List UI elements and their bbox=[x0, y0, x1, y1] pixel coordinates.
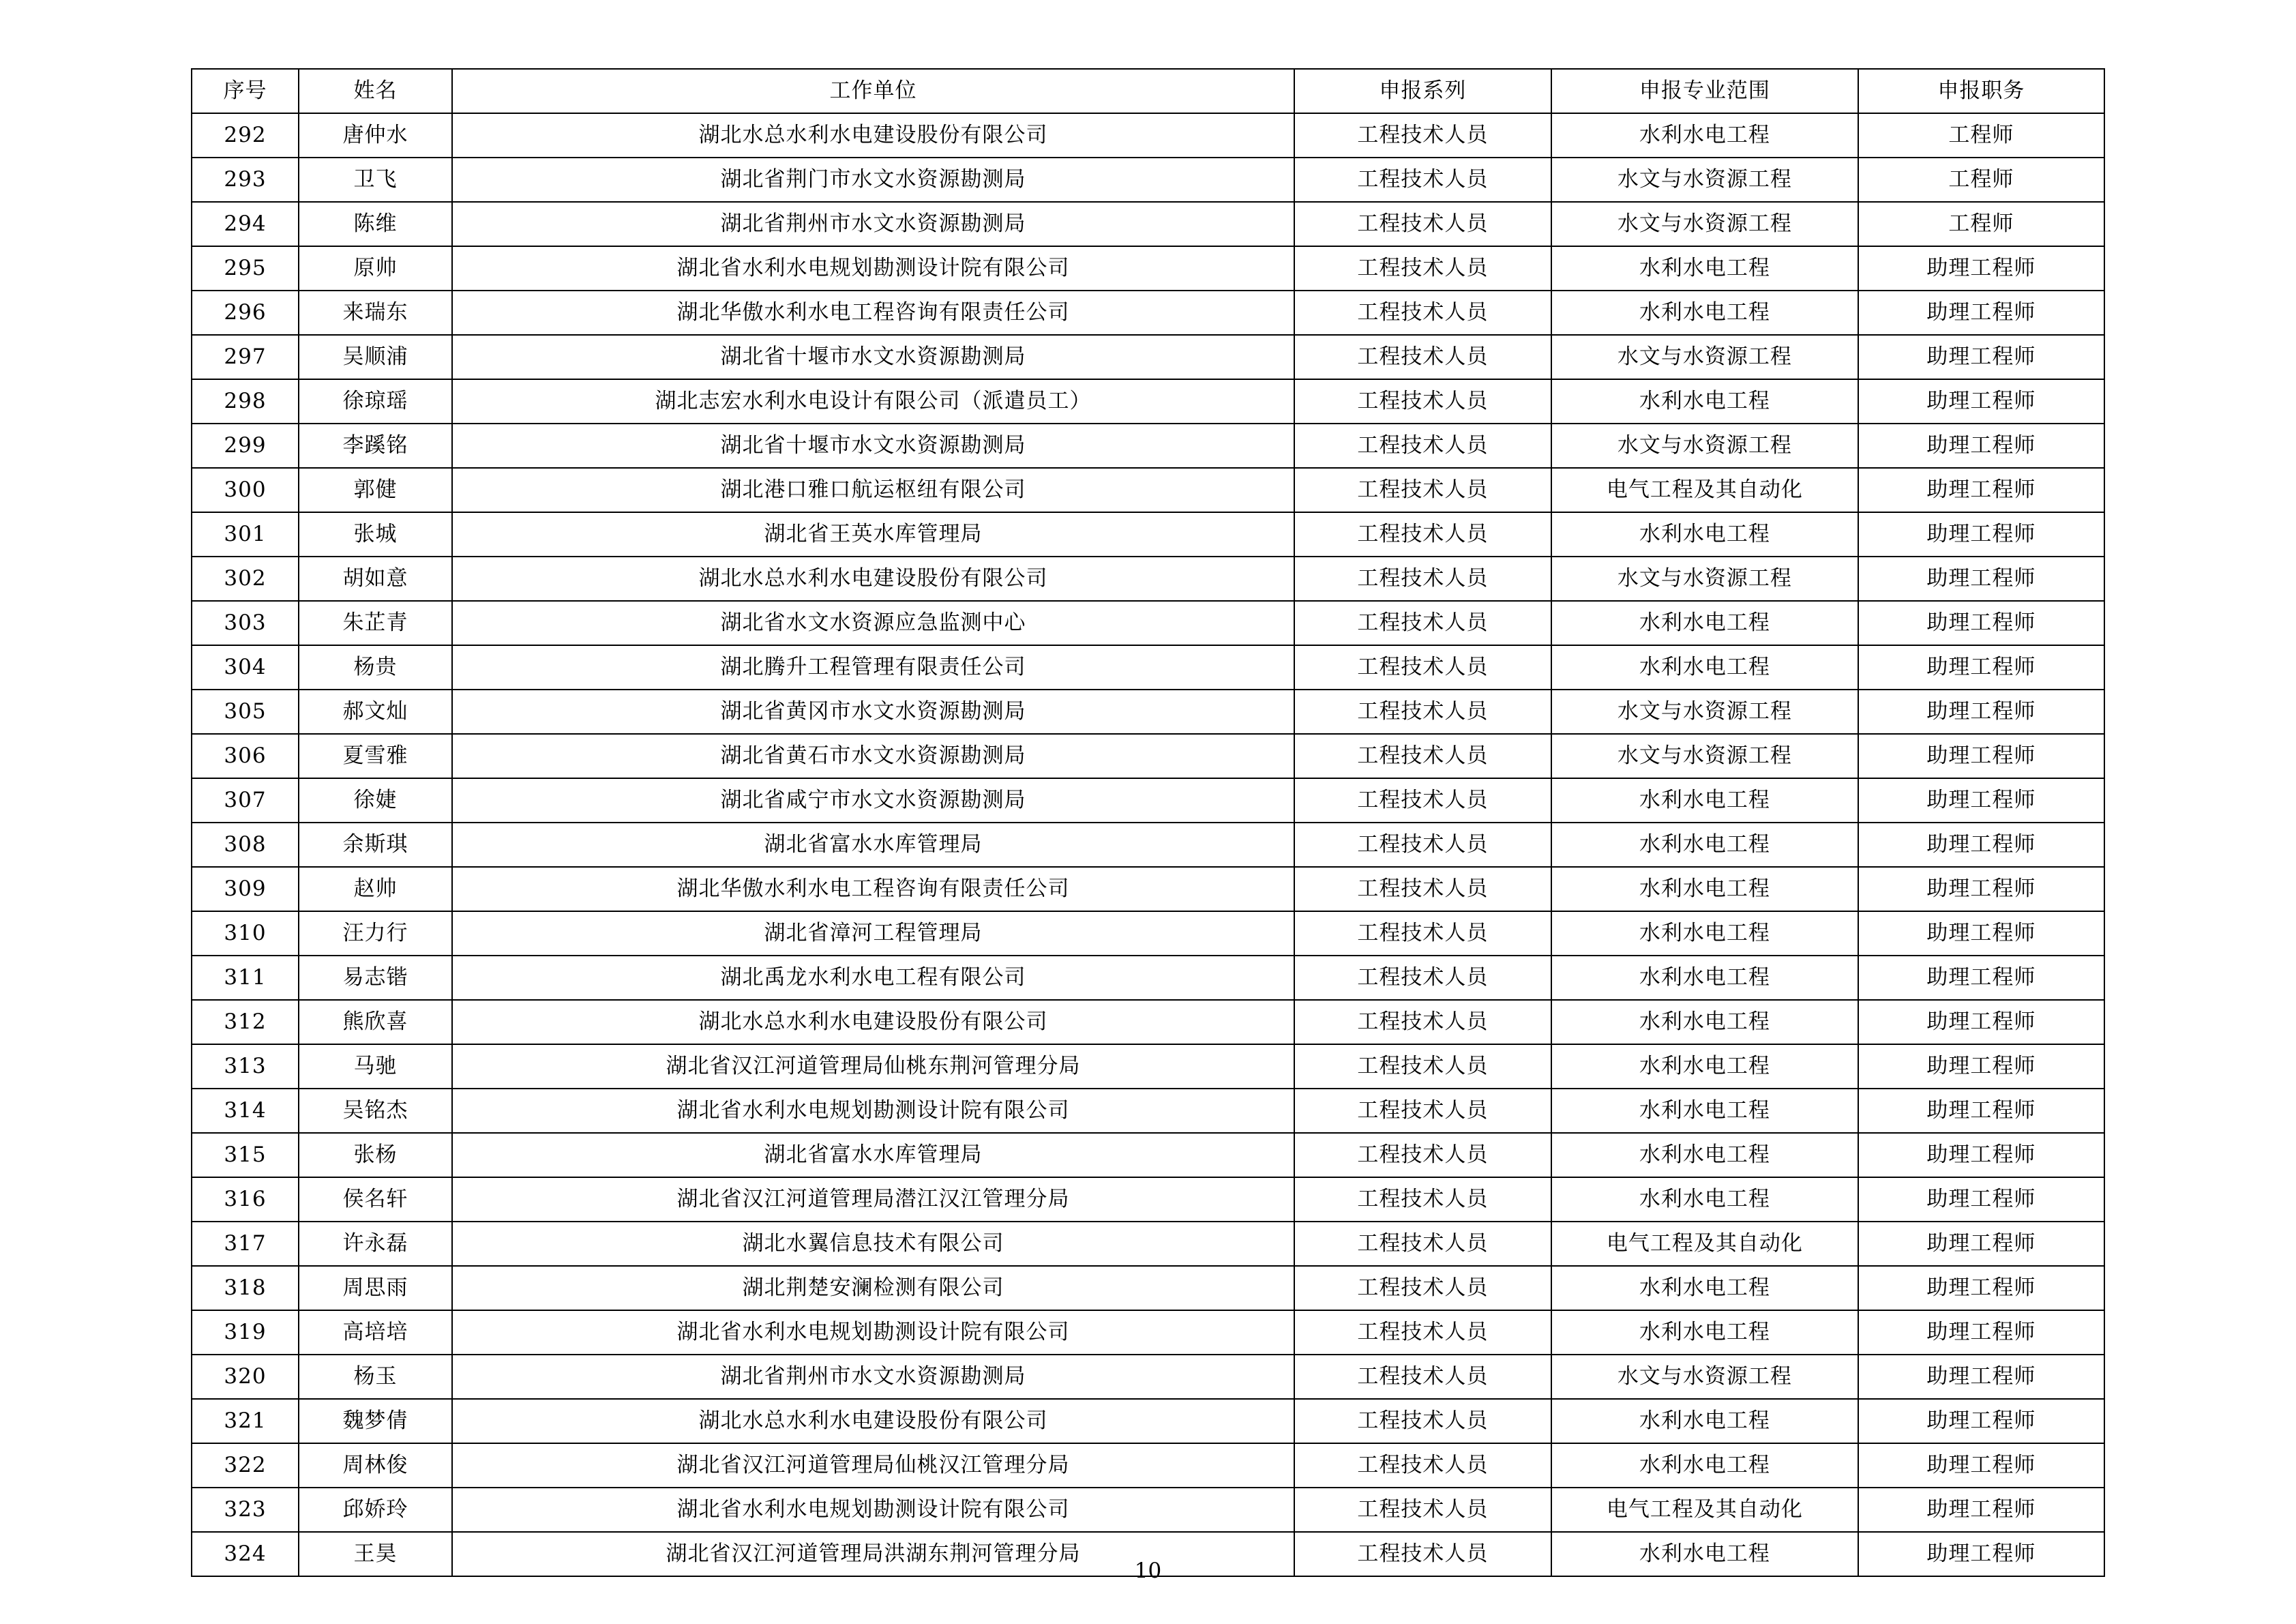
cell-organization: 湖北省荆门市水文水资源勘测局 bbox=[452, 158, 1294, 202]
cell-major: 水利水电工程 bbox=[1551, 1532, 1858, 1576]
cell-series: 工程技术人员 bbox=[1294, 956, 1551, 1000]
cell-organization: 湖北省荆州市水文水资源勘测局 bbox=[452, 1355, 1294, 1399]
cell-organization: 湖北省水利水电规划勘测设计院有限公司 bbox=[452, 1310, 1294, 1355]
cell-title: 工程师 bbox=[1858, 202, 2104, 246]
table-row bbox=[192, 1222, 2104, 1266]
cell-name: 朱芷青 bbox=[299, 601, 452, 645]
table-row bbox=[192, 1044, 2104, 1089]
cell-title: 助理工程师 bbox=[1858, 956, 2104, 1000]
table-row bbox=[192, 291, 2104, 335]
cell-name: 李蹊铭 bbox=[299, 424, 452, 468]
cell-name: 徐琼瑶 bbox=[299, 379, 452, 424]
cell-series: 工程技术人员 bbox=[1294, 335, 1551, 379]
cell-major: 水利水电工程 bbox=[1551, 1044, 1858, 1089]
table-row bbox=[192, 158, 2104, 202]
cell-series: 工程技术人员 bbox=[1294, 823, 1551, 867]
cell-series: 工程技术人员 bbox=[1294, 1000, 1551, 1044]
cell-series: 工程技术人员 bbox=[1294, 1310, 1551, 1355]
cell-sequence: 295 bbox=[192, 246, 299, 291]
table-row bbox=[192, 956, 2104, 1000]
cell-name: 高培培 bbox=[299, 1310, 452, 1355]
table-row bbox=[192, 734, 2104, 778]
cell-series: 工程技术人员 bbox=[1294, 291, 1551, 335]
table-row bbox=[192, 601, 2104, 645]
cell-series: 工程技术人员 bbox=[1294, 379, 1551, 424]
cell-name: 吴顺浦 bbox=[299, 335, 452, 379]
cell-sequence: 298 bbox=[192, 379, 299, 424]
cell-title: 助理工程师 bbox=[1858, 512, 2104, 557]
cell-sequence: 312 bbox=[192, 1000, 299, 1044]
cell-organization: 湖北水总水利水电建设股份有限公司 bbox=[452, 557, 1294, 601]
cell-organization: 湖北省水利水电规划勘测设计院有限公司 bbox=[452, 1488, 1294, 1532]
table-row bbox=[192, 823, 2104, 867]
table-row bbox=[192, 1177, 2104, 1222]
cell-title: 助理工程师 bbox=[1858, 424, 2104, 468]
cell-name: 徐婕 bbox=[299, 778, 452, 823]
cell-name: 胡如意 bbox=[299, 557, 452, 601]
table-row bbox=[192, 202, 2104, 246]
cell-organization: 湖北省富水水库管理局 bbox=[452, 823, 1294, 867]
cell-title: 工程师 bbox=[1858, 113, 2104, 158]
cell-major: 水利水电工程 bbox=[1551, 1000, 1858, 1044]
table-row bbox=[192, 113, 2104, 158]
cell-major: 水利水电工程 bbox=[1551, 867, 1858, 911]
cell-series: 工程技术人员 bbox=[1294, 468, 1551, 512]
cell-organization: 湖北省漳河工程管理局 bbox=[452, 911, 1294, 956]
cell-series: 工程技术人员 bbox=[1294, 1044, 1551, 1089]
page-number: 10 bbox=[1134, 1559, 1162, 1583]
cell-major: 水利水电工程 bbox=[1551, 1133, 1858, 1177]
cell-name: 张杨 bbox=[299, 1133, 452, 1177]
cell-title: 助理工程师 bbox=[1858, 911, 2104, 956]
cell-sequence: 306 bbox=[192, 734, 299, 778]
cell-series: 工程技术人员 bbox=[1294, 1089, 1551, 1133]
cell-name: 邱娇玲 bbox=[299, 1488, 452, 1532]
cell-series: 工程技术人员 bbox=[1294, 557, 1551, 601]
cell-organization: 湖北华傲水利水电工程咨询有限责任公司 bbox=[452, 867, 1294, 911]
cell-series: 工程技术人员 bbox=[1294, 158, 1551, 202]
cell-major: 水利水电工程 bbox=[1551, 113, 1858, 158]
cell-sequence: 317 bbox=[192, 1222, 299, 1266]
cell-major: 水文与水资源工程 bbox=[1551, 557, 1858, 601]
cell-major: 水利水电工程 bbox=[1551, 1089, 1858, 1133]
cell-major: 水文与水资源工程 bbox=[1551, 202, 1858, 246]
cell-name: 侯名轩 bbox=[299, 1177, 452, 1222]
cell-title: 助理工程师 bbox=[1858, 1399, 2104, 1443]
cell-title: 助理工程师 bbox=[1858, 246, 2104, 291]
table-row bbox=[192, 645, 2104, 690]
cell-organization: 湖北省荆州市水文水资源勘测局 bbox=[452, 202, 1294, 246]
cell-major: 水文与水资源工程 bbox=[1551, 335, 1858, 379]
cell-sequence: 302 bbox=[192, 557, 299, 601]
cell-series: 工程技术人员 bbox=[1294, 1488, 1551, 1532]
cell-organization: 湖北志宏水利水电设计有限公司（派遣员工） bbox=[452, 379, 1294, 424]
cell-title: 助理工程师 bbox=[1858, 1355, 2104, 1399]
applicant-roster-table bbox=[191, 68, 2105, 1577]
cell-sequence: 308 bbox=[192, 823, 299, 867]
cell-title: 助理工程师 bbox=[1858, 823, 2104, 867]
table-row bbox=[192, 1399, 2104, 1443]
table-row bbox=[192, 335, 2104, 379]
cell-series: 工程技术人员 bbox=[1294, 1399, 1551, 1443]
cell-series: 工程技术人员 bbox=[1294, 690, 1551, 734]
cell-series: 工程技术人员 bbox=[1294, 424, 1551, 468]
cell-title: 助理工程师 bbox=[1858, 468, 2104, 512]
cell-sequence: 311 bbox=[192, 956, 299, 1000]
cell-sequence: 309 bbox=[192, 867, 299, 911]
cell-major: 水利水电工程 bbox=[1551, 512, 1858, 557]
cell-major: 水利水电工程 bbox=[1551, 778, 1858, 823]
cell-major: 水文与水资源工程 bbox=[1551, 424, 1858, 468]
cell-major: 水利水电工程 bbox=[1551, 1310, 1858, 1355]
cell-series: 工程技术人员 bbox=[1294, 246, 1551, 291]
cell-major: 水文与水资源工程 bbox=[1551, 734, 1858, 778]
cell-sequence: 300 bbox=[192, 468, 299, 512]
cell-name: 易志锴 bbox=[299, 956, 452, 1000]
cell-name: 周林俊 bbox=[299, 1443, 452, 1488]
cell-name: 卫飞 bbox=[299, 158, 452, 202]
cell-series: 工程技术人员 bbox=[1294, 734, 1551, 778]
cell-organization: 湖北水总水利水电建设股份有限公司 bbox=[452, 1000, 1294, 1044]
cell-title: 助理工程师 bbox=[1858, 1310, 2104, 1355]
column-header-organization: 工作单位 bbox=[452, 69, 1294, 113]
cell-sequence: 318 bbox=[192, 1266, 299, 1310]
cell-sequence: 305 bbox=[192, 690, 299, 734]
cell-title: 助理工程师 bbox=[1858, 645, 2104, 690]
table-row bbox=[192, 246, 2104, 291]
cell-title: 助理工程师 bbox=[1858, 1089, 2104, 1133]
cell-major: 电气工程及其自动化 bbox=[1551, 468, 1858, 512]
table-header-row bbox=[192, 69, 2104, 113]
cell-organization: 湖北省黄冈市水文水资源勘测局 bbox=[452, 690, 1294, 734]
cell-series: 工程技术人员 bbox=[1294, 1133, 1551, 1177]
cell-name: 来瑞东 bbox=[299, 291, 452, 335]
cell-series: 工程技术人员 bbox=[1294, 202, 1551, 246]
cell-title: 助理工程师 bbox=[1858, 1222, 2104, 1266]
cell-major: 水利水电工程 bbox=[1551, 291, 1858, 335]
cell-sequence: 321 bbox=[192, 1399, 299, 1443]
table-row bbox=[192, 911, 2104, 956]
cell-name: 赵帅 bbox=[299, 867, 452, 911]
table-row bbox=[192, 1488, 2104, 1532]
cell-organization: 湖北荆楚安澜检测有限公司 bbox=[452, 1266, 1294, 1310]
cell-sequence: 293 bbox=[192, 158, 299, 202]
cell-series: 工程技术人员 bbox=[1294, 645, 1551, 690]
table-row bbox=[192, 1266, 2104, 1310]
column-header-title: 申报职务 bbox=[1858, 69, 2104, 113]
cell-sequence: 315 bbox=[192, 1133, 299, 1177]
cell-series: 工程技术人员 bbox=[1294, 1222, 1551, 1266]
table-row bbox=[192, 1089, 2104, 1133]
cell-organization: 湖北省十堰市水文水资源勘测局 bbox=[452, 335, 1294, 379]
table-row bbox=[192, 557, 2104, 601]
cell-organization: 湖北省汉江河道管理局仙桃汉江管理分局 bbox=[452, 1443, 1294, 1488]
cell-organization: 湖北省汉江河道管理局潜江汉江管理分局 bbox=[452, 1177, 1294, 1222]
cell-major: 水文与水资源工程 bbox=[1551, 690, 1858, 734]
cell-series: 工程技术人员 bbox=[1294, 512, 1551, 557]
cell-title: 助理工程师 bbox=[1858, 1000, 2104, 1044]
cell-title: 助理工程师 bbox=[1858, 291, 2104, 335]
cell-sequence: 304 bbox=[192, 645, 299, 690]
cell-series: 工程技术人员 bbox=[1294, 601, 1551, 645]
column-header-sequence: 序号 bbox=[192, 69, 299, 113]
cell-title: 助理工程师 bbox=[1858, 601, 2104, 645]
cell-title: 助理工程师 bbox=[1858, 1488, 2104, 1532]
table-row bbox=[192, 867, 2104, 911]
cell-series: 工程技术人员 bbox=[1294, 1177, 1551, 1222]
cell-name: 余斯琪 bbox=[299, 823, 452, 867]
cell-major: 水利水电工程 bbox=[1551, 601, 1858, 645]
cell-major: 水利水电工程 bbox=[1551, 1266, 1858, 1310]
table-row bbox=[192, 778, 2104, 823]
cell-series: 工程技术人员 bbox=[1294, 778, 1551, 823]
cell-sequence: 313 bbox=[192, 1044, 299, 1089]
cell-sequence: 316 bbox=[192, 1177, 299, 1222]
table-row bbox=[192, 1000, 2104, 1044]
cell-title: 助理工程师 bbox=[1858, 335, 2104, 379]
cell-major: 水利水电工程 bbox=[1551, 1399, 1858, 1443]
cell-name: 杨贵 bbox=[299, 645, 452, 690]
cell-sequence: 296 bbox=[192, 291, 299, 335]
cell-name: 原帅 bbox=[299, 246, 452, 291]
cell-sequence: 301 bbox=[192, 512, 299, 557]
cell-sequence: 292 bbox=[192, 113, 299, 158]
cell-title: 助理工程师 bbox=[1858, 690, 2104, 734]
cell-major: 水利水电工程 bbox=[1551, 1177, 1858, 1222]
cell-name: 马驰 bbox=[299, 1044, 452, 1089]
cell-major: 电气工程及其自动化 bbox=[1551, 1488, 1858, 1532]
cell-title: 助理工程师 bbox=[1858, 1266, 2104, 1310]
cell-series: 工程技术人员 bbox=[1294, 1355, 1551, 1399]
cell-name: 杨玉 bbox=[299, 1355, 452, 1399]
cell-organization: 湖北水总水利水电建设股份有限公司 bbox=[452, 1399, 1294, 1443]
cell-name: 魏梦倩 bbox=[299, 1399, 452, 1443]
cell-name: 周思雨 bbox=[299, 1266, 452, 1310]
cell-series: 工程技术人员 bbox=[1294, 867, 1551, 911]
cell-organization: 湖北省黄石市水文水资源勘测局 bbox=[452, 734, 1294, 778]
cell-name: 熊欣喜 bbox=[299, 1000, 452, 1044]
table-row bbox=[192, 468, 2104, 512]
cell-name: 张城 bbox=[299, 512, 452, 557]
cell-major: 水利水电工程 bbox=[1551, 1443, 1858, 1488]
table-row bbox=[192, 1355, 2104, 1399]
cell-organization: 湖北华傲水利水电工程咨询有限责任公司 bbox=[452, 291, 1294, 335]
cell-title: 助理工程师 bbox=[1858, 1177, 2104, 1222]
cell-title: 助理工程师 bbox=[1858, 379, 2104, 424]
cell-major: 水利水电工程 bbox=[1551, 645, 1858, 690]
cell-title: 助理工程师 bbox=[1858, 1443, 2104, 1488]
column-header-series: 申报系列 bbox=[1294, 69, 1551, 113]
cell-major: 水利水电工程 bbox=[1551, 246, 1858, 291]
cell-organization: 湖北省十堰市水文水资源勘测局 bbox=[452, 424, 1294, 468]
cell-organization: 湖北省王英水库管理局 bbox=[452, 512, 1294, 557]
cell-name: 陈维 bbox=[299, 202, 452, 246]
cell-major: 水利水电工程 bbox=[1551, 823, 1858, 867]
cell-name: 吴铭杰 bbox=[299, 1089, 452, 1133]
table-row bbox=[192, 379, 2104, 424]
cell-organization: 湖北省水文水资源应急监测中心 bbox=[452, 601, 1294, 645]
cell-sequence: 307 bbox=[192, 778, 299, 823]
cell-sequence: 322 bbox=[192, 1443, 299, 1488]
cell-name: 王昊 bbox=[299, 1532, 452, 1576]
cell-name: 夏雪雅 bbox=[299, 734, 452, 778]
table-row bbox=[192, 424, 2104, 468]
cell-title: 助理工程师 bbox=[1858, 778, 2104, 823]
cell-major: 水文与水资源工程 bbox=[1551, 158, 1858, 202]
cell-title: 助理工程师 bbox=[1858, 734, 2104, 778]
cell-sequence: 297 bbox=[192, 335, 299, 379]
cell-name: 郭健 bbox=[299, 468, 452, 512]
cell-title: 工程师 bbox=[1858, 158, 2104, 202]
cell-organization: 湖北禹龙水利水电工程有限公司 bbox=[452, 956, 1294, 1000]
cell-series: 工程技术人员 bbox=[1294, 1532, 1551, 1576]
table-row bbox=[192, 512, 2104, 557]
cell-organization: 湖北水翼信息技术有限公司 bbox=[452, 1222, 1294, 1266]
cell-title: 助理工程师 bbox=[1858, 867, 2104, 911]
cell-sequence: 310 bbox=[192, 911, 299, 956]
cell-sequence: 324 bbox=[192, 1532, 299, 1576]
cell-name: 唐仲水 bbox=[299, 113, 452, 158]
cell-major: 水利水电工程 bbox=[1551, 911, 1858, 956]
cell-organization: 湖北省咸宁市水文水资源勘测局 bbox=[452, 778, 1294, 823]
column-header-major: 申报专业范围 bbox=[1551, 69, 1858, 113]
cell-organization: 湖北港口雅口航运枢纽有限公司 bbox=[452, 468, 1294, 512]
cell-title: 助理工程师 bbox=[1858, 1133, 2104, 1177]
table-row bbox=[192, 1443, 2104, 1488]
cell-title: 助理工程师 bbox=[1858, 557, 2104, 601]
cell-organization: 湖北腾升工程管理有限责任公司 bbox=[452, 645, 1294, 690]
cell-organization: 湖北省汉江河道管理局洪湖东荆河管理分局 bbox=[452, 1532, 1294, 1576]
table-row bbox=[192, 1133, 2104, 1177]
cell-sequence: 314 bbox=[192, 1089, 299, 1133]
cell-title: 助理工程师 bbox=[1858, 1532, 2104, 1576]
cell-series: 工程技术人员 bbox=[1294, 113, 1551, 158]
table-row bbox=[192, 1310, 2104, 1355]
cell-sequence: 320 bbox=[192, 1355, 299, 1399]
cell-sequence: 323 bbox=[192, 1488, 299, 1532]
cell-name: 郝文灿 bbox=[299, 690, 452, 734]
cell-series: 工程技术人员 bbox=[1294, 911, 1551, 956]
cell-major: 水利水电工程 bbox=[1551, 956, 1858, 1000]
cell-organization: 湖北省汉江河道管理局仙桃东荆河管理分局 bbox=[452, 1044, 1294, 1089]
cell-series: 工程技术人员 bbox=[1294, 1266, 1551, 1310]
cell-sequence: 299 bbox=[192, 424, 299, 468]
cell-organization: 湖北省水利水电规划勘测设计院有限公司 bbox=[452, 1089, 1294, 1133]
cell-sequence: 294 bbox=[192, 202, 299, 246]
cell-major: 水文与水资源工程 bbox=[1551, 1355, 1858, 1399]
cell-title: 助理工程师 bbox=[1858, 1044, 2104, 1089]
cell-organization: 湖北省水利水电规划勘测设计院有限公司 bbox=[452, 246, 1294, 291]
cell-organization: 湖北省富水水库管理局 bbox=[452, 1133, 1294, 1177]
table-row bbox=[192, 690, 2104, 734]
cell-major: 电气工程及其自动化 bbox=[1551, 1222, 1858, 1266]
column-header-name: 姓名 bbox=[299, 69, 452, 113]
cell-name: 汪力行 bbox=[299, 911, 452, 956]
cell-major: 水利水电工程 bbox=[1551, 379, 1858, 424]
cell-name: 许永磊 bbox=[299, 1222, 452, 1266]
cell-series: 工程技术人员 bbox=[1294, 1443, 1551, 1488]
cell-sequence: 319 bbox=[192, 1310, 299, 1355]
cell-sequence: 303 bbox=[192, 601, 299, 645]
cell-organization: 湖北水总水利水电建设股份有限公司 bbox=[452, 113, 1294, 158]
